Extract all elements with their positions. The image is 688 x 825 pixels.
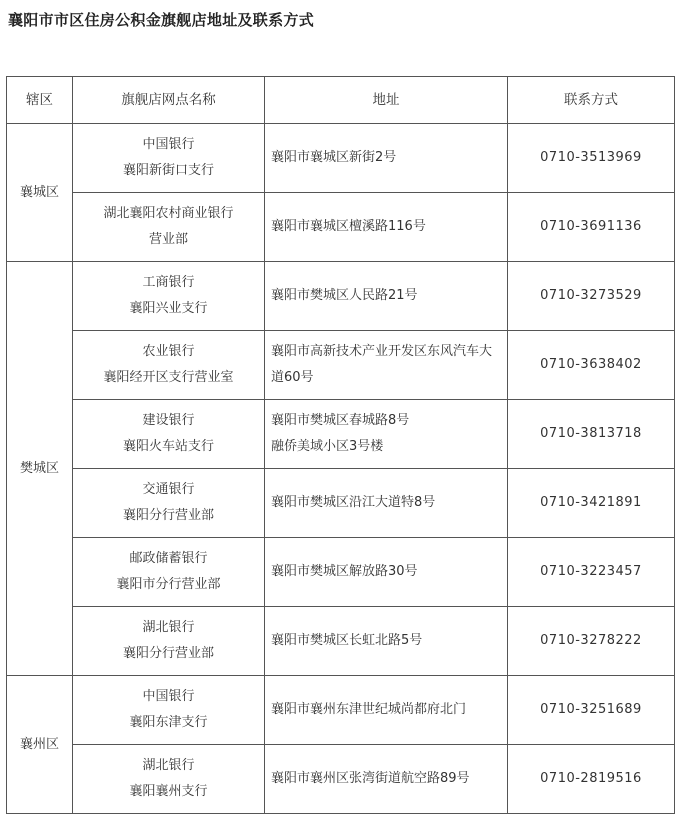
address-line: 襄阳市襄州东津世纪城尚都府北门 — [271, 702, 467, 717]
table-header-row — [7, 77, 675, 124]
branch-name-cell — [73, 607, 265, 676]
phone-cell: 0710-3813718 — [508, 400, 675, 469]
table-row — [7, 193, 675, 262]
branch-name-cell — [73, 124, 265, 193]
phone-cell: 0710-3638402 — [508, 331, 675, 400]
phone-cell: 0710-3251689 — [508, 676, 675, 745]
address-line: 襄阳市襄城区檀溪路116号 — [271, 219, 426, 234]
address-line: 襄阳市樊城区沿江大道特8号 — [271, 495, 436, 510]
table-row — [7, 262, 675, 331]
address-cell — [265, 124, 508, 193]
phone-cell: 0710-3691136 — [508, 193, 675, 262]
bank-name: 建设银行 — [142, 413, 195, 428]
district-cell-xiangzhou: 襄州区 — [7, 676, 73, 814]
page-title: 襄阳市市区住房公积金旗舰店地址及联系方式 — [8, 11, 315, 29]
bank-name: 交通银行 — [142, 482, 195, 497]
table-row — [7, 331, 675, 400]
address-cell — [265, 262, 508, 331]
branch-name-cell — [73, 262, 265, 331]
branch-name-cell — [73, 331, 265, 400]
bank-name: 农业银行 — [142, 344, 195, 359]
table-row — [7, 607, 675, 676]
table-row — [7, 538, 675, 607]
address-cell — [265, 676, 508, 745]
branch-name-cell — [73, 193, 265, 262]
branch-name: 襄阳分行营业部 — [122, 508, 214, 523]
district-cell-xiangcheng: 襄城区 — [7, 124, 73, 262]
branch-name: 襄阳东津支行 — [129, 715, 208, 730]
address-line: 襄阳市樊城区人民路21号 — [271, 288, 418, 303]
table-row — [7, 400, 675, 469]
address-line: 襄阳市襄城区新街2号 — [271, 150, 397, 165]
header-address: 地址 — [265, 77, 508, 124]
header-phone: 联系方式 — [508, 77, 675, 124]
branch-name: 襄阳新街口支行 — [122, 163, 214, 178]
branch-name: 襄阳火车站支行 — [122, 439, 214, 454]
bank-name: 湖北银行 — [142, 620, 195, 635]
address-line-2: 融侨美域小区3号楼 — [271, 439, 384, 454]
address-cell — [265, 745, 508, 814]
branch-name: 营业部 — [148, 232, 188, 247]
header-district: 辖区 — [7, 77, 73, 124]
address-cell — [265, 469, 508, 538]
bank-name: 中国银行 — [142, 137, 195, 152]
table-row — [7, 469, 675, 538]
phone-cell: 0710-3273529 — [508, 262, 675, 331]
branch-name-cell — [73, 469, 265, 538]
address-line: 襄阳市樊城区解放路30号 — [271, 564, 418, 579]
address-line: 襄阳市襄州区张湾街道航空路89号 — [271, 771, 470, 786]
branch-name-cell — [73, 400, 265, 469]
address-line-2: 道60号 — [271, 370, 314, 385]
branch-name: 襄阳襄州支行 — [129, 784, 208, 799]
header-branch-name: 旗舰店网点名称 — [73, 77, 265, 124]
bank-name: 湖北襄阳农村商业银行 — [103, 206, 234, 221]
phone-cell: 0710-3223457 — [508, 538, 675, 607]
branch-name: 襄阳市分行营业部 — [116, 577, 221, 592]
branch-name: 襄阳兴业支行 — [129, 301, 208, 316]
phone-cell: 0710-3513969 — [508, 124, 675, 193]
branch-name-cell — [73, 538, 265, 607]
address-cell — [265, 400, 508, 469]
address-cell — [265, 607, 508, 676]
bank-name: 中国银行 — [142, 689, 195, 704]
branch-name-cell — [73, 745, 265, 814]
table-row — [7, 676, 675, 745]
branch-name: 襄阳分行营业部 — [122, 646, 214, 661]
bank-name: 湖北银行 — [142, 758, 195, 773]
address-cell — [265, 538, 508, 607]
branch-name: 襄阳经开区支行营业室 — [103, 370, 234, 385]
address-cell — [265, 193, 508, 262]
address-line: 襄阳市高新技术产业开发区东风汽车大 — [271, 344, 493, 359]
phone-cell: 0710-2819516 — [508, 745, 675, 814]
bank-name: 工商银行 — [142, 275, 195, 290]
district-cell-fancheng: 樊城区 — [7, 262, 73, 676]
address-cell — [265, 331, 508, 400]
branch-name-cell — [73, 676, 265, 745]
bank-name: 邮政储蓄银行 — [129, 551, 208, 566]
phone-cell: 0710-3421891 — [508, 469, 675, 538]
address-line: 襄阳市樊城区春城路8号 — [271, 413, 410, 428]
table-row — [7, 745, 675, 814]
table-row — [7, 124, 675, 193]
phone-cell: 0710-3278222 — [508, 607, 675, 676]
branch-table — [6, 76, 675, 814]
address-line: 襄阳市樊城区长虹北路5号 — [271, 633, 423, 648]
